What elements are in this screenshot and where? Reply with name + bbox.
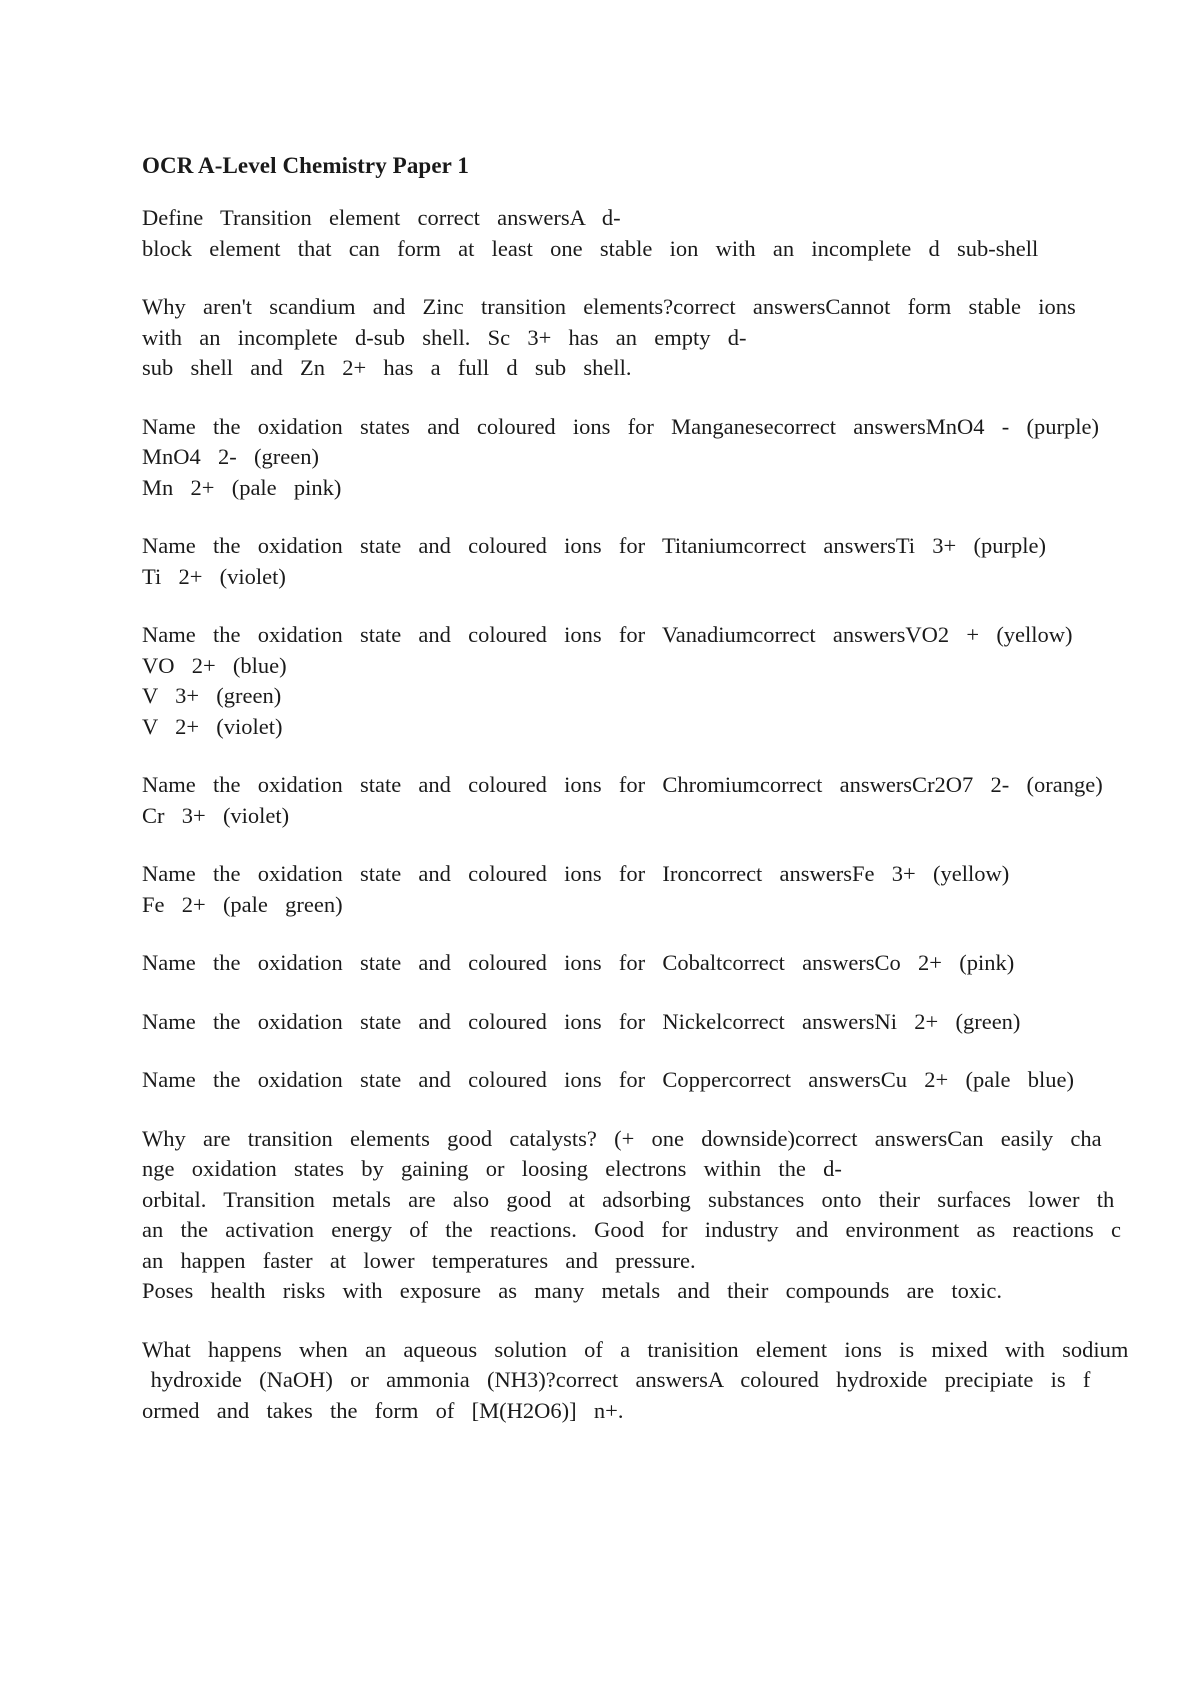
text-line: Name the oxidation state and coloured ions for Titaniumcorrect answersTi 3+ (purple): [142, 533, 1046, 558]
text-line: VO 2+ (blue): [142, 652, 287, 678]
text-line: Define Transition element correct answersA d-: [142, 205, 621, 230]
qa-entry: [142, 1007, 1062, 1038]
text-line: with an incomplete d-sub shell. Sc 3+ has an empty d-: [142, 324, 747, 350]
qa-entry: [142, 292, 1076, 384]
text-line: MnO4 2- (green): [142, 444, 319, 469]
text-line: Why are transition elements good catalysts? (+ one downside)correct answersCan easily cha: [142, 1125, 1102, 1151]
text-line: an happen faster at lower temperatures and pressure.: [142, 1247, 696, 1273]
text-line: ormed and takes the form of [M(H2O6)] n+.: [142, 1397, 624, 1423]
text-line: an the activation energy of the reactions. Good for industry and environment as reactions c: [142, 1217, 1121, 1242]
text-line: orbital. Transition metals are also good at adsorbing substances onto their surfaces lower th: [142, 1186, 1115, 1212]
qa-entry: [142, 203, 1062, 264]
text-line: Ti 2+ (violet): [142, 563, 286, 589]
qa-entry: [142, 1124, 1121, 1307]
text-line: Name the oxidation states and coloured ions for Manganesecorrect answersMnO4 - (purple): [142, 413, 1099, 439]
text-line: hydroxide (NaOH) or ammonia (NH3)?correct answersA coloured hydroxide precipiate is f: [142, 1367, 1091, 1392]
text-line: sub shell and Zn 2+ has a full d sub shell.: [142, 355, 632, 380]
text-line: Cr 3+ (violet): [142, 802, 290, 828]
text-line: Name the oxidation state and coloured ions for Vanadiumcorrect answersVO2 + (yellow): [142, 622, 1073, 647]
text-line: Fe 2+ (pale green): [142, 891, 343, 917]
text-line: Name the oxidation state and coloured ions for Nickelcorrect answersNi 2+ (green): [142, 1008, 1021, 1034]
qa-entry: [142, 1335, 1129, 1427]
document-title: OCR A-Level Chemistry Paper 1: [142, 153, 469, 178]
text-line: Name the oxidation state and coloured ions for Ironcorrect answersFe 3+ (yellow): [142, 861, 1010, 886]
text-line: Name the oxidation state and coloured ions for Chromiumcorrect answersCr2O7 2- (orange): [142, 772, 1103, 797]
text-line: What happens when an aqueous solution of a tranisition element ions is mixed with sodium: [142, 1336, 1129, 1362]
qa-entry: [142, 620, 1073, 742]
document-page: [142, 150, 1129, 1454]
text-line: V 3+ (green): [142, 683, 282, 708]
text-line: nge oxidation states by gaining or loosing electrons within the d-: [142, 1156, 842, 1181]
qa-entry: [142, 948, 1062, 979]
qa-entry: [142, 859, 1062, 920]
text-line: block element that can form at least one stable ion with an incomplete d sub-shell: [142, 235, 1039, 261]
qa-entry: [142, 1065, 1074, 1096]
text-line: Name the oxidation state and coloured ions for Coppercorrect answersCu 2+ (pale blue): [142, 1067, 1074, 1092]
text-line: Mn 2+ (pale pink): [142, 474, 342, 500]
text-line: Poses health risks with exposure as many metals and their compounds are toxic.: [142, 1278, 1002, 1303]
qa-entry: [142, 770, 1103, 831]
text-line: V 2+ (violet): [142, 713, 283, 739]
qa-entry: [142, 531, 1062, 592]
qa-entry: [142, 412, 1099, 504]
text-line: Why aren't scandium and Zinc transition elements?correct answersCannot form stable ions: [142, 294, 1076, 319]
text-line: Name the oxidation state and coloured ions for Cobaltcorrect answersCo 2+ (pink): [142, 950, 1015, 975]
